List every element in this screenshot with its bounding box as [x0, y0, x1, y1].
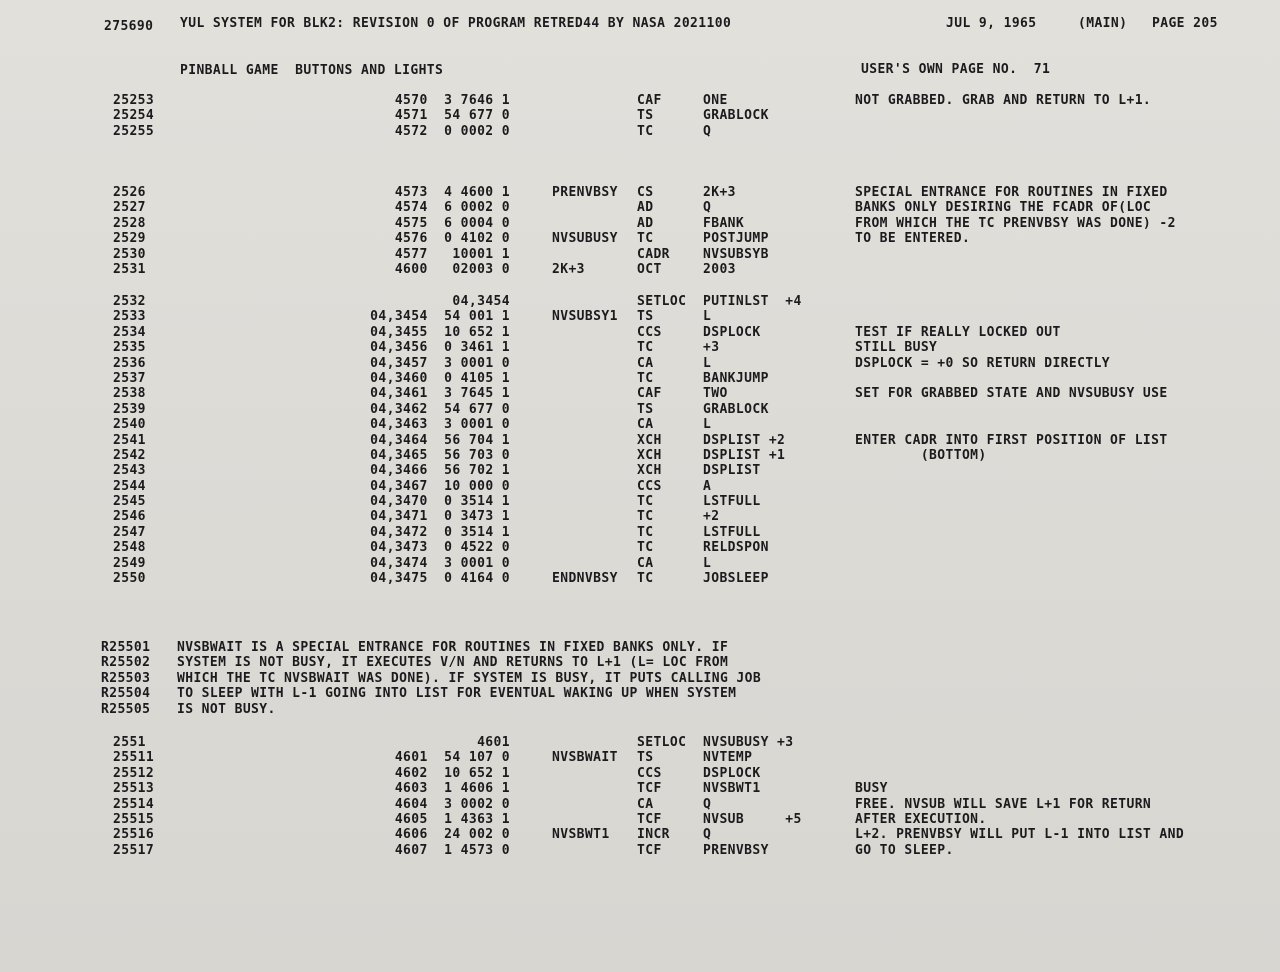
operand: POSTJUMP — [703, 231, 769, 247]
address-code: 4604 3 0002 0 — [394, 796, 510, 812]
address-code: 04,3464 56 704 1 — [370, 432, 510, 448]
line-number: 2546 — [113, 509, 146, 525]
opcode: TC — [637, 524, 654, 540]
line-number: 2543 — [113, 463, 146, 479]
address-code: 4603 1 4606 1 — [394, 781, 510, 797]
address-code: 04,3473 0 4522 0 — [370, 540, 510, 556]
operand: 2003 — [703, 261, 736, 277]
line-number: 25253 — [113, 93, 155, 108]
operand: DSPLIST +1 — [703, 447, 786, 463]
remark-row — [0, 671, 1280, 686]
line-number: 2548 — [113, 540, 146, 556]
listing-block-1 — [0, 93, 1280, 139]
user-page-number: USER'S OWN PAGE NO. 71 — [861, 62, 1051, 77]
listing-row — [0, 200, 1280, 215]
operand: PUTINLST +4 — [703, 294, 802, 309]
opcode: TCF — [637, 781, 662, 797]
opcode: TC — [637, 509, 654, 525]
operand: TWO — [703, 386, 728, 402]
operand: L — [703, 417, 712, 433]
comment: AFTER EXECUTION. — [855, 811, 987, 827]
opcode: XCH — [637, 463, 662, 479]
operand: 2K+3 — [703, 185, 736, 200]
operand: BANKJUMP — [703, 370, 769, 386]
line-number: 25514 — [113, 796, 155, 812]
address-code: 04,3470 0 3514 1 — [370, 494, 510, 510]
address-code: 4576 0 4102 0 — [394, 231, 510, 247]
operand: DSPLOCK — [703, 765, 761, 781]
comment: L+2. PRENVBSY WILL PUT L-1 INTO LIST AND — [855, 827, 1185, 843]
address-code: 04,3454 — [452, 294, 510, 309]
address-code: 04,3471 0 3473 1 — [370, 509, 510, 525]
line-number: 2541 — [113, 432, 146, 448]
operand: NVSUB +5 — [703, 811, 802, 827]
listing-row — [0, 525, 1280, 540]
address-code: 04,3463 3 0001 0 — [370, 417, 510, 433]
opcode: INCR — [637, 827, 670, 843]
operand: L — [703, 309, 712, 325]
operand: GRABLOCK — [703, 108, 769, 124]
opcode: AD — [637, 200, 654, 216]
line-number: 2547 — [113, 524, 146, 540]
symbol-label: NVSUBUSY — [552, 231, 618, 247]
opcode: TC — [637, 340, 654, 356]
line-number: 2538 — [113, 386, 146, 402]
operand: DSPLIST +2 — [703, 432, 786, 448]
listing-row — [0, 93, 1280, 108]
opcode: TC — [637, 540, 654, 556]
opcode: TCF — [637, 811, 662, 827]
line-number: 25254 — [113, 108, 155, 124]
symbol-label: 2K+3 — [552, 261, 585, 277]
opcode: SETLOC — [637, 735, 687, 750]
opcode: CCS — [637, 765, 662, 781]
line-number: 2549 — [113, 555, 146, 571]
listing-row — [0, 494, 1280, 509]
operand: NVSBWT1 — [703, 781, 761, 797]
header-page: PAGE 205 — [1152, 16, 1218, 31]
opcode: TC — [637, 231, 654, 247]
address-code: 04,3455 10 652 1 — [370, 324, 510, 340]
opcode: CS — [637, 185, 654, 200]
remark-text: TO SLEEP WITH L-1 GOING INTO LIST FOR EVENTUAL WAKING UP WHEN SYSTEM — [177, 686, 737, 702]
line-number: 25517 — [113, 842, 155, 858]
remark-line-number: R25505 — [101, 701, 151, 717]
listing-row — [0, 185, 1280, 200]
line-number: 25512 — [113, 765, 155, 781]
operand: FBANK — [703, 215, 745, 231]
remark-row — [0, 702, 1280, 717]
address-code: 4575 6 0004 0 — [394, 215, 510, 231]
line-number: 2534 — [113, 324, 146, 340]
operand: NVTEMP — [703, 750, 753, 766]
address-code: 04,3474 3 0001 0 — [370, 555, 510, 571]
remark-text: NVSBWAIT IS A SPECIAL ENTRANCE FOR ROUTINES IN FIXED BANKS ONLY. IF — [177, 640, 729, 655]
address-code: 04,3472 0 3514 1 — [370, 524, 510, 540]
listing-row — [0, 509, 1280, 524]
listing-row — [0, 309, 1280, 324]
line-number: 25511 — [113, 750, 155, 766]
line-number: 2550 — [113, 571, 146, 587]
listing-row — [0, 216, 1280, 231]
comment: TEST IF REALLY LOCKED OUT — [855, 324, 1061, 340]
listing-row — [0, 340, 1280, 355]
listing-row — [0, 735, 1280, 750]
symbol-label: NVSBWT1 — [552, 827, 610, 843]
listing-row — [0, 124, 1280, 139]
line-number: 2531 — [113, 261, 146, 277]
line-number: 2532 — [113, 294, 146, 309]
opcode: TCF — [637, 842, 662, 858]
opcode: XCH — [637, 447, 662, 463]
comment: (BOTTOM) — [855, 447, 987, 463]
listing-row — [0, 356, 1280, 371]
opcode: AD — [637, 215, 654, 231]
line-number: 2527 — [113, 200, 146, 216]
listing-row — [0, 433, 1280, 448]
listing-row — [0, 325, 1280, 340]
line-number: 2530 — [113, 246, 146, 262]
line-number: 2537 — [113, 370, 146, 386]
opcode: TC — [637, 123, 654, 139]
remark-text: IS NOT BUSY. — [177, 701, 276, 717]
operand: Q — [703, 123, 712, 139]
operand: LSTFULL — [703, 494, 761, 510]
line-number: 25515 — [113, 811, 155, 827]
page-tag: 275690 — [104, 19, 154, 34]
opcode: TS — [637, 401, 654, 417]
operand: Q — [703, 200, 712, 216]
address-code: 4574 6 0002 0 — [394, 200, 510, 216]
line-number: 25516 — [113, 827, 155, 843]
listing-row — [0, 402, 1280, 417]
operand: NVSUBSYB — [703, 246, 769, 262]
opcode: CCS — [637, 324, 662, 340]
remark-text: WHICH THE TC NVSBWAIT WAS DONE). IF SYSTEM IS BUSY, IT PUTS CALLING JOB — [177, 670, 762, 686]
section-title: PINBALL GAME BUTTONS AND LIGHTS — [180, 63, 444, 78]
listing-row — [0, 812, 1280, 827]
comment: TO BE ENTERED. — [855, 231, 971, 247]
listing-row — [0, 262, 1280, 277]
opcode: CADR — [637, 246, 670, 262]
address-code: 04,3475 0 4164 0 — [370, 571, 510, 587]
listing-row — [0, 231, 1280, 246]
address-code: 4573 4 4600 1 — [394, 185, 510, 200]
operand: Q — [703, 796, 712, 812]
line-number: 2540 — [113, 417, 146, 433]
opcode: TS — [637, 750, 654, 766]
listing-row — [0, 750, 1280, 765]
address-code: 04,3466 56 702 1 — [370, 463, 510, 479]
remark-row — [0, 640, 1280, 655]
address-code: 04,3456 0 3461 1 — [370, 340, 510, 356]
comment: FROM WHICH THE TC PRENVBSY WAS DONE) -2 — [855, 215, 1176, 231]
listing-row — [0, 294, 1280, 309]
address-code: 4570 3 7646 1 — [394, 93, 510, 108]
address-code: 4572 0 0002 0 — [394, 123, 510, 139]
symbol-label: NVSBWAIT — [552, 750, 618, 766]
remark-row — [0, 655, 1280, 670]
listing-row — [0, 479, 1280, 494]
address-code: 4601 54 107 0 — [394, 750, 510, 766]
listing-row — [0, 108, 1280, 123]
listing-row — [0, 766, 1280, 781]
opcode: TS — [637, 108, 654, 124]
opcode: CA — [637, 796, 654, 812]
operand: LSTFULL — [703, 524, 761, 540]
opcode: SETLOC — [637, 294, 687, 309]
operand: +3 — [703, 340, 720, 356]
listing-row — [0, 247, 1280, 262]
listing-block-3 — [0, 294, 1280, 586]
operand: PRENVBSY — [703, 842, 769, 858]
operand: NVSUBUSY +3 — [703, 735, 794, 750]
address-code: 04,3457 3 0001 0 — [370, 355, 510, 371]
operand: JOBSLEEP — [703, 571, 769, 587]
address-code: 04,3461 3 7645 1 — [370, 386, 510, 402]
listing-block-2 — [0, 185, 1280, 277]
remark-line-number: R25504 — [101, 686, 151, 702]
address-code: 4600 02003 0 — [394, 261, 510, 277]
operand: L — [703, 355, 712, 371]
line-number: 2551 — [113, 735, 146, 750]
operand: ONE — [703, 93, 728, 108]
address-code: 04,3462 54 677 0 — [370, 401, 510, 417]
listing-row — [0, 797, 1280, 812]
opcode: OCT — [637, 261, 662, 277]
opcode: CAF — [637, 93, 662, 108]
line-number: 2544 — [113, 478, 146, 494]
comment: ENTER CADR INTO FIRST POSITION OF LIST — [855, 432, 1168, 448]
address-code: 4607 1 4573 0 — [394, 842, 510, 858]
address-code: 04,3460 0 4105 1 — [370, 370, 510, 386]
comment: STILL BUSY — [855, 340, 938, 356]
opcode: XCH — [637, 432, 662, 448]
opcode: CCS — [637, 478, 662, 494]
address-code: 4577 10001 1 — [394, 246, 510, 262]
address-code: 4571 54 677 0 — [394, 108, 510, 124]
remark-line-number: R25502 — [101, 655, 151, 671]
opcode: CAF — [637, 386, 662, 402]
line-number: 2535 — [113, 340, 146, 356]
opcode: CA — [637, 355, 654, 371]
listing-row — [0, 781, 1280, 796]
opcode: TC — [637, 494, 654, 510]
opcode: CA — [637, 417, 654, 433]
line-number: 25513 — [113, 781, 155, 797]
address-code: 04,3467 10 000 0 — [370, 478, 510, 494]
operand: DSPLOCK — [703, 324, 761, 340]
remark-line-number: R25503 — [101, 670, 151, 686]
comment: SET FOR GRABBED STATE AND NVSUBUSY USE — [855, 386, 1168, 402]
line-number: 2528 — [113, 215, 146, 231]
listing-row — [0, 417, 1280, 432]
operand: GRABLOCK — [703, 401, 769, 417]
listing-row — [0, 371, 1280, 386]
comment: NOT GRABBED. GRAB AND RETURN TO L+1. — [855, 93, 1152, 108]
address-code: 4602 10 652 1 — [394, 765, 510, 781]
symbol-label: ENDNVBSY — [552, 571, 618, 587]
operand: L — [703, 555, 712, 571]
listing-row — [0, 843, 1280, 858]
line-number: 2536 — [113, 355, 146, 371]
line-number: 2542 — [113, 447, 146, 463]
listing-row — [0, 386, 1280, 401]
listing-row — [0, 556, 1280, 571]
header-date: JUL 9, 1965 — [946, 16, 1037, 31]
comment: BANKS ONLY DESIRING THE FCADR OF(LOC — [855, 200, 1152, 216]
listing-row — [0, 463, 1280, 478]
address-code: 4606 24 002 0 — [394, 827, 510, 843]
operand: Q — [703, 827, 712, 843]
opcode: TS — [637, 309, 654, 325]
line-number: 25255 — [113, 123, 155, 139]
comment: DSPLOCK = +0 SO RETURN DIRECTLY — [855, 355, 1111, 371]
header-title: YUL SYSTEM FOR BLK2: REVISION 0 OF PROGRAM RETRED44 BY NASA 2021100 — [180, 16, 732, 31]
remark-line-number: R25501 — [101, 640, 151, 655]
remark-row — [0, 686, 1280, 701]
opcode: TC — [637, 571, 654, 587]
comment: FREE. NVSUB WILL SAVE L+1 FOR RETURN — [855, 796, 1152, 812]
opcode: CA — [637, 555, 654, 571]
comment: BUSY — [855, 781, 888, 797]
address-code: 4601 — [477, 735, 510, 750]
symbol-label: PRENVBSY — [552, 185, 618, 200]
listing-row — [0, 448, 1280, 463]
line-number: 2545 — [113, 494, 146, 510]
symbol-label: NVSUBSY1 — [552, 309, 618, 325]
line-number: 2529 — [113, 231, 146, 247]
line-number: 2526 — [113, 185, 146, 200]
listing-row — [0, 540, 1280, 555]
remarks-block — [0, 640, 1280, 717]
address-code: 04,3465 56 703 0 — [370, 447, 510, 463]
header-main: (MAIN) — [1078, 16, 1128, 31]
line-number: 2533 — [113, 309, 146, 325]
comment: SPECIAL ENTRANCE FOR ROUTINES IN FIXED — [855, 185, 1168, 200]
address-code: 4605 1 4363 1 — [394, 811, 510, 827]
operand: RELDSPON — [703, 540, 769, 556]
listing-block-4 — [0, 735, 1280, 858]
operand: DSPLIST — [703, 463, 761, 479]
operand: +2 — [703, 509, 720, 525]
comment: GO TO SLEEP. — [855, 842, 954, 858]
listing-row — [0, 571, 1280, 586]
address-code: 04,3454 54 001 1 — [370, 309, 510, 325]
operand: A — [703, 478, 712, 494]
line-number: 2539 — [113, 401, 146, 417]
opcode: TC — [637, 370, 654, 386]
listing-row — [0, 827, 1280, 842]
remark-text: SYSTEM IS NOT BUSY, IT EXECUTES V/N AND RETURNS TO L+1 (L= LOC FROM — [177, 655, 729, 671]
